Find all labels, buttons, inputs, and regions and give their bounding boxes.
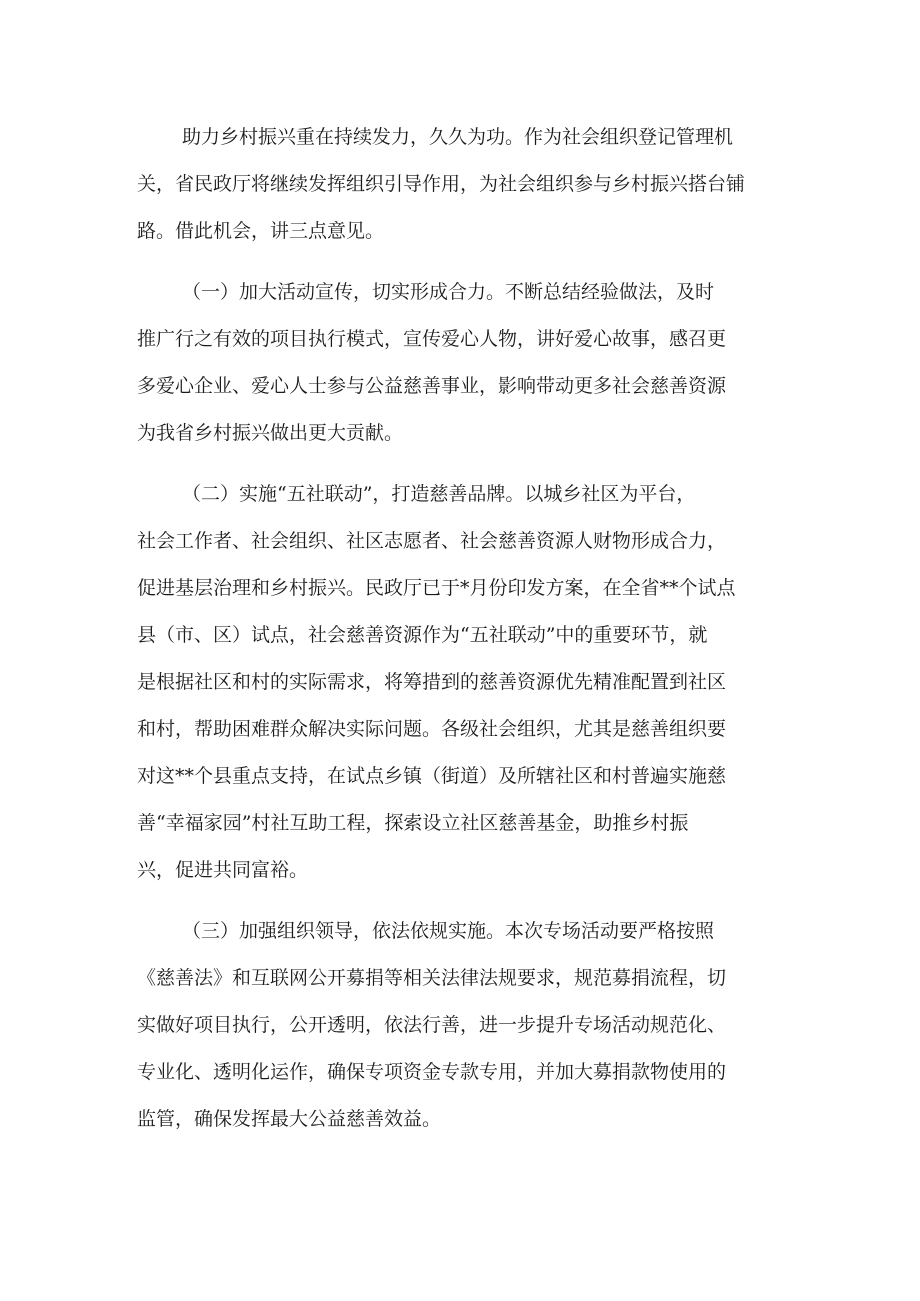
paragraph-line: 实做好项目执行，公开透明，依法行善，进一步提升专场活动规范化、 — [137, 1014, 727, 1036]
paragraph-line: 善“幸福家园”村社互助工程，探索设立社区慈善基金，助推乡村振 — [137, 812, 689, 834]
paragraph-line: 监管，确保发挥最大公益慈善效益。 — [137, 1108, 442, 1130]
paragraph-line: 多爱心企业、爱心人士参与公益慈善事业，影响带动更多社会慈善资源 — [137, 375, 727, 397]
paragraph-line: 为我省乡村振兴做出更大贡献。 — [137, 422, 404, 444]
paragraph-line: 促进基层治理和乡村振兴。民政厅已于*月份印发方案，在全省**个试点 — [137, 577, 736, 599]
paragraph-line: 助力乡村振兴重在持续发力，久久为功。作为社会组织登记管理机 — [182, 126, 734, 148]
paragraph-line: 路。借此机会，讲三点意见。 — [137, 220, 385, 242]
paragraph-line: （一）加大活动宣传，切实形成合力。不断总结经验做法，及时 — [182, 281, 715, 303]
paragraph-line: （三）加强组织领导，依法依规实施。本次专场活动要严格按照 — [182, 920, 715, 942]
paragraph-line: 社会工作者、社会组织、社区志愿者、社会慈善资源人财物形成合力， — [137, 530, 727, 552]
paragraph-line: 县（市、区）试点，社会慈善资源作为“五社联动”中的重要环节，就 — [137, 624, 708, 646]
paragraph-line: 和村，帮助困难群众解决实际问题。各级社会组织，尤其是慈善组织要 — [137, 718, 727, 740]
paragraph-line: 关，省民政厅将继续发挥组织引导作用，为社会组织参与乡村振兴搭台铺 — [137, 173, 746, 195]
paragraph-line: （二）实施“五社联动”，打造慈善品牌。以城乡社区为平台， — [182, 483, 696, 505]
paragraph-line: 兴，促进共同富裕。 — [137, 859, 309, 881]
paragraph-line: 《慈善法》和互联网公开募捐等相关法律法规要求，规范募捐流程，切 — [137, 967, 727, 989]
paragraph-line: 推广行之有效的项目执行模式，宣传爱心人物，讲好爱心故事，感召更 — [137, 328, 727, 350]
paragraph-line: 是根据社区和村的实际需求，将筹措到的慈善资源优先精准配置到社区 — [137, 671, 727, 693]
paragraph-line: 专业化、透明化运作，确保专项资金专款专用，并加大募捐款物使用的 — [137, 1061, 727, 1083]
paragraph-line: 对这**个县重点支持，在试点乡镇（街道）及所辖社区和村普遍实施慈 — [137, 765, 727, 787]
